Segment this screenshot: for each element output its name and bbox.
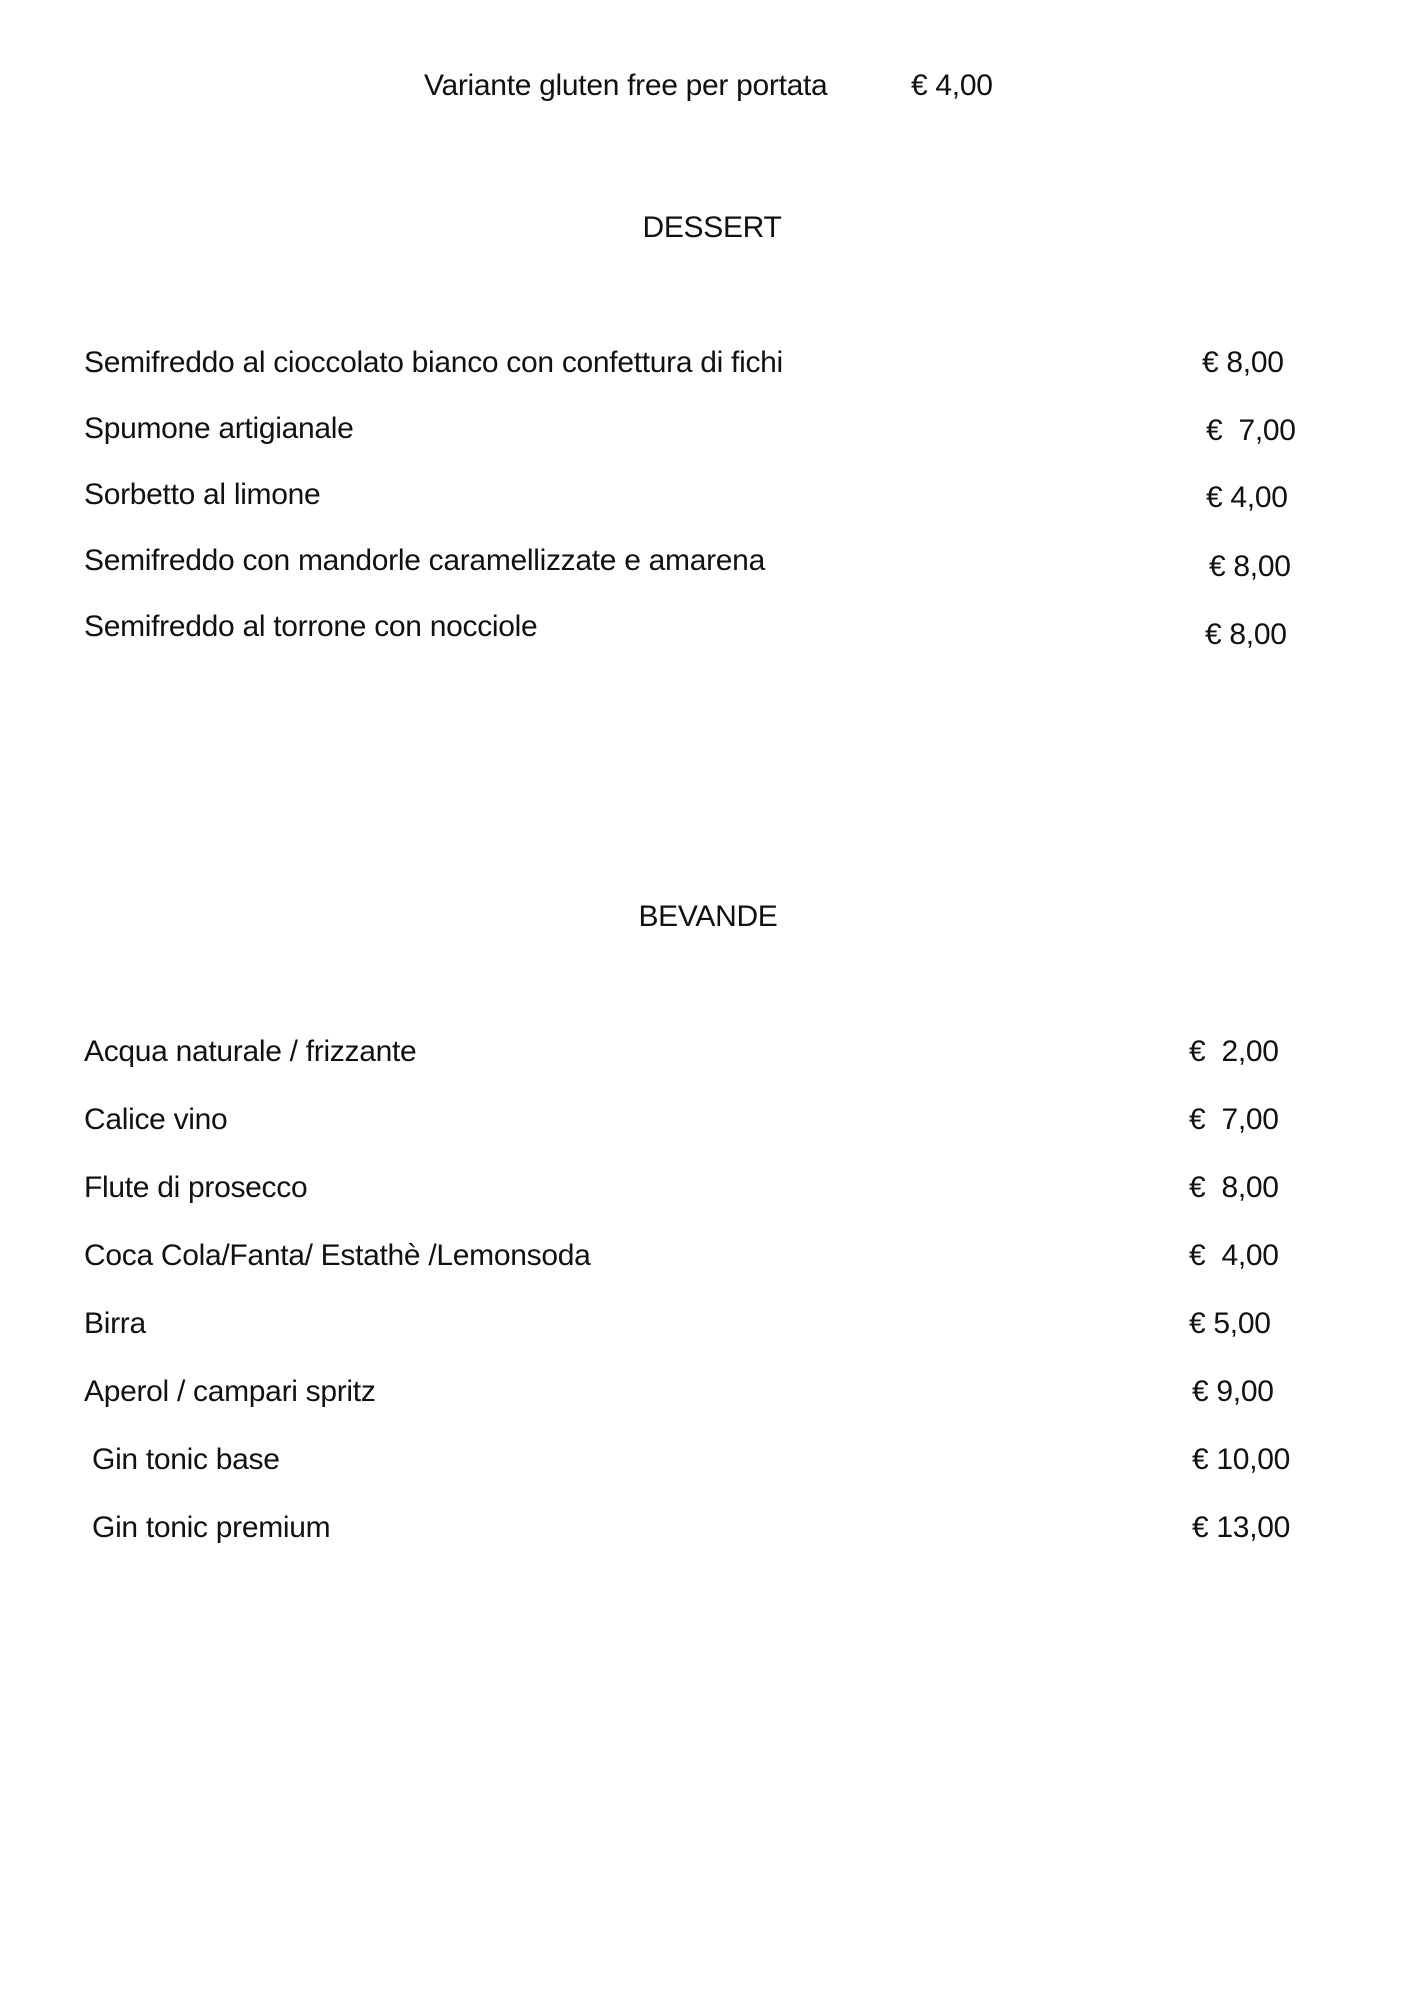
bevande-item-name: Gin tonic premium [84,1511,331,1544]
bevande-item-name: Gin tonic base [84,1443,280,1476]
bevande-item-price: € 8,00 [1189,1171,1279,1204]
dessert-item-price: € 8,00 [1202,346,1284,379]
dessert-item-price: € 4,00 [1206,481,1288,514]
bevande-item-price: € 9,00 [1192,1375,1274,1408]
dessert-item-price: € 8,00 [1209,550,1291,583]
bevande-item-price: € 7,00 [1189,1103,1279,1136]
bevande-item-price: € 5,00 [1189,1307,1271,1340]
dessert-section-title: DESSERT [642,211,782,244]
dessert-item-name: Semifreddo al cioccolato bianco con confettura di fichi [84,346,783,379]
bevande-item-name: Flute di prosecco [84,1171,308,1204]
dessert-item-name: Sorbetto al limone [84,478,321,511]
dessert-item-price: € 7,00 [1206,414,1296,447]
bevande-item-name: Acqua naturale / frizzante [84,1035,417,1068]
bevande-item-price: € 10,00 [1192,1443,1290,1476]
bevande-item-price: € 2,00 [1189,1035,1279,1068]
dessert-item-price: € 8,00 [1205,618,1287,651]
dessert-item-name: Semifreddo al torrone con nocciole [84,610,538,643]
dessert-item-name: Spumone artigianale [84,412,354,445]
bevande-item-name: Coca Cola/Fanta/ Estathè /Lemonsoda [84,1239,591,1272]
bevande-item-name: Aperol / campari spritz [84,1375,376,1408]
bevande-item-price: € 4,00 [1189,1239,1279,1272]
dessert-item-name: Semifreddo con mandorle caramellizzate e amarena [84,544,765,577]
bevande-item-name: Calice vino [84,1103,228,1136]
gluten-free-label: Variante gluten free per portata [424,69,828,102]
bevande-section-title: BEVANDE [638,900,778,933]
gluten-free-price: € 4,00 [911,69,993,102]
bevande-item-name: Birra [84,1307,146,1340]
bevande-item-price: € 13,00 [1192,1511,1290,1544]
